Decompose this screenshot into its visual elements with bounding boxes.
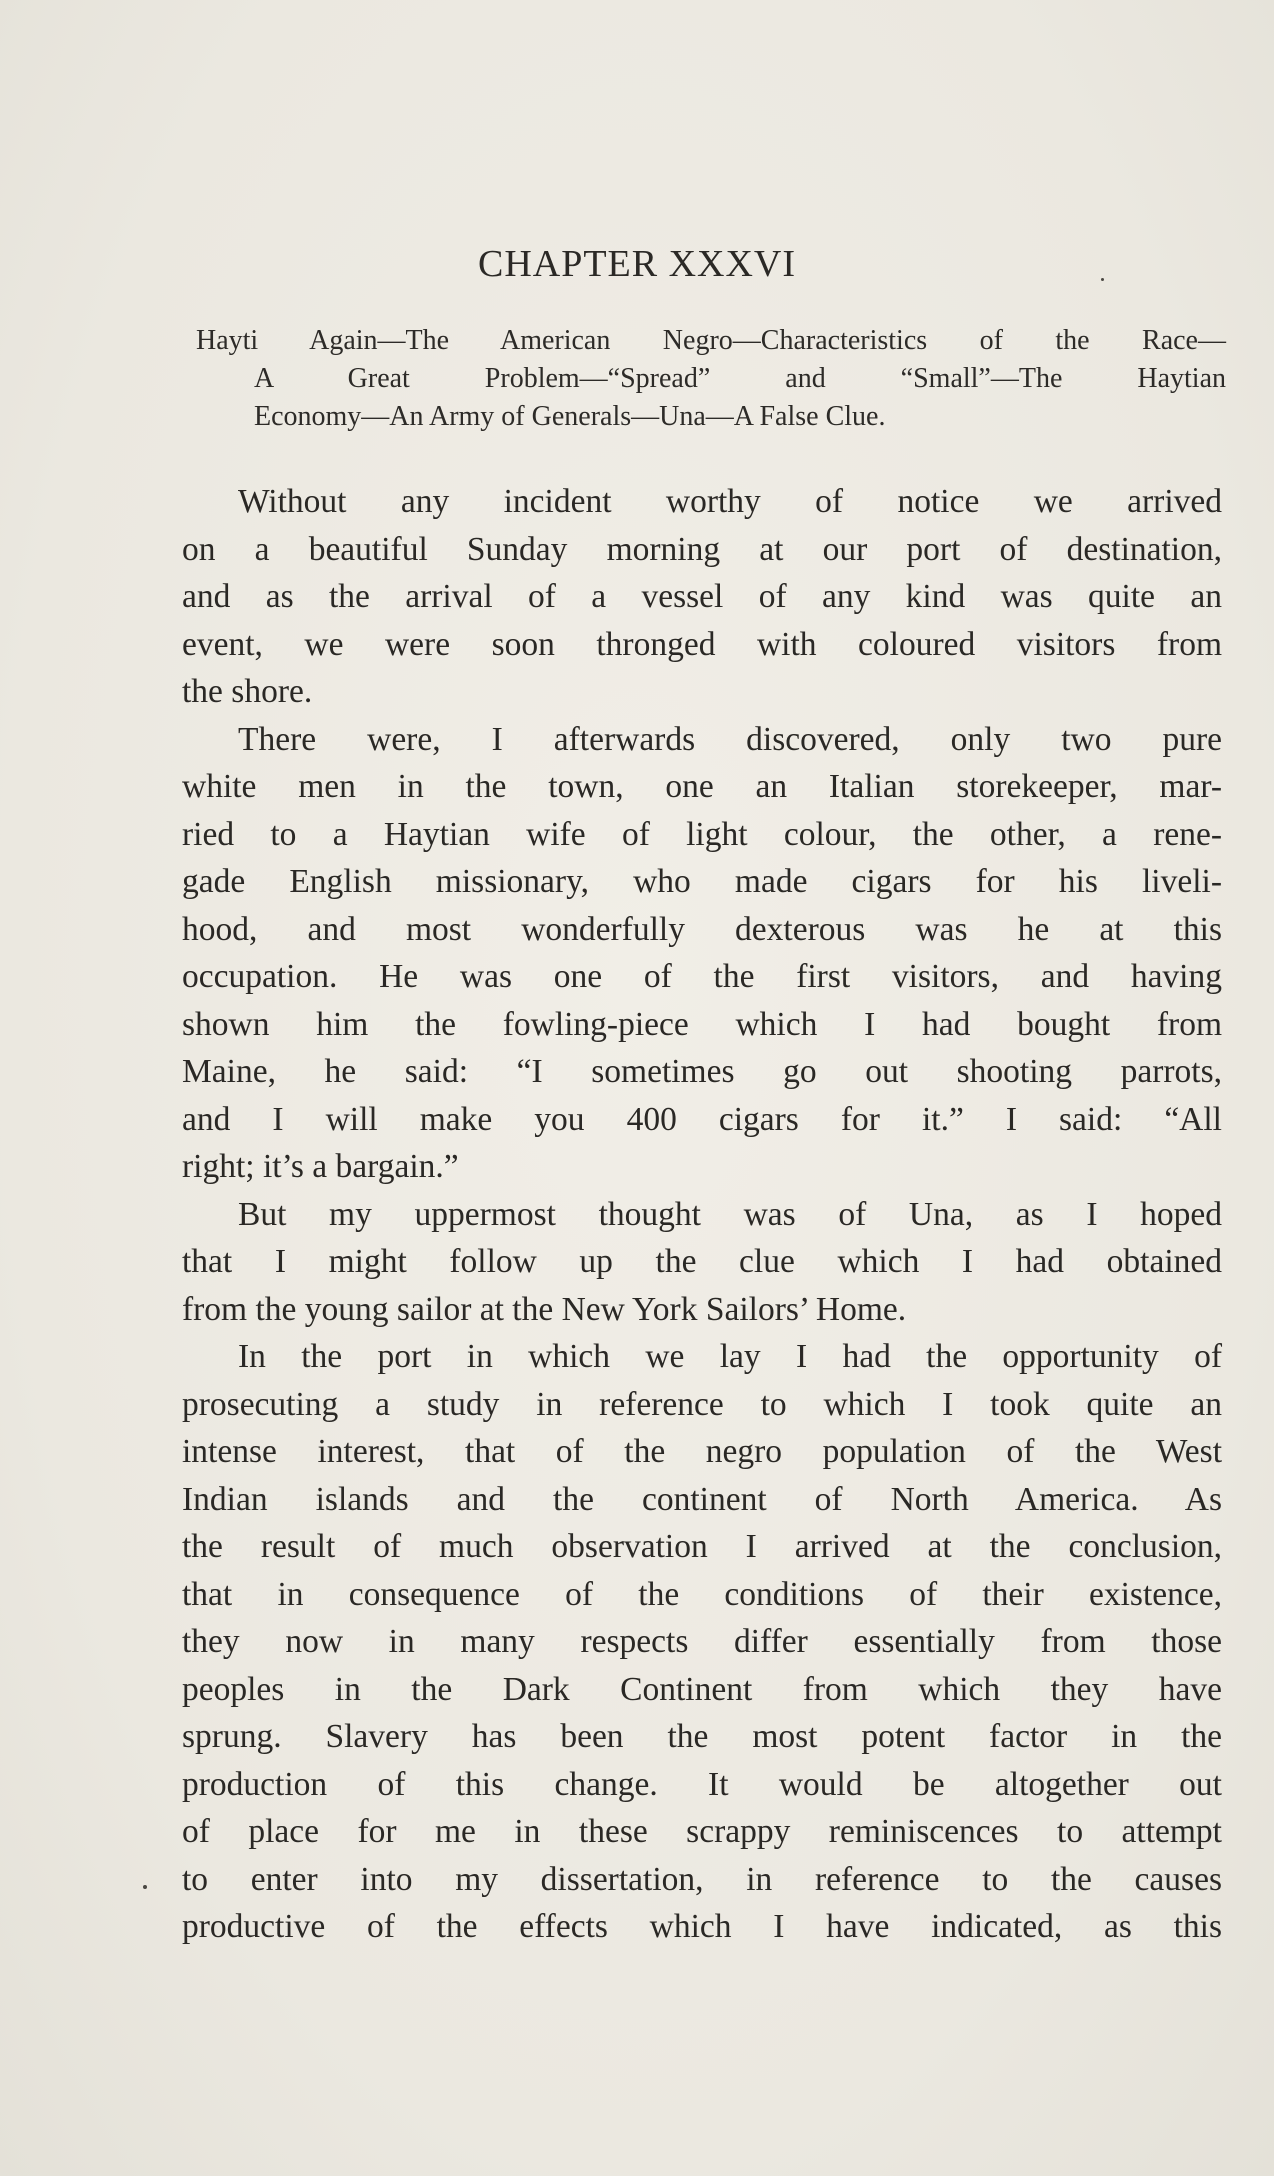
text-line: right; it’s a bargain.” (182, 1148, 459, 1185)
text-line: on a beautiful Sunday morning at our port of destination, (182, 530, 1222, 568)
chapter-synopsis (196, 322, 1226, 436)
text-line: ried to a Haytian wife of light colour, the other, a rene- (182, 815, 1222, 853)
text-line: from the young sailor at the New York Sailors’ Home. (182, 1290, 907, 1328)
text-line: they now in many respects differ essentially from those (182, 1623, 1222, 1660)
text-line: that in consequence of the conditions of their existence, (182, 1575, 1222, 1613)
text-line: production of this change. It would be altogether out (182, 1765, 1222, 1803)
paragraph (182, 478, 1222, 716)
paragraph (182, 1191, 1222, 1334)
text-line: intense interest, that of the negro population of the West (182, 1433, 1222, 1470)
synopsis-line: Economy—An Army of Generals—Una—A False Clue. (254, 401, 886, 432)
text-line: productive of the effects which I have indicated, as this (182, 1908, 1222, 1945)
text-line: sprung. Slavery has been the most potent factor in the (182, 1718, 1222, 1755)
paragraph (182, 1333, 1222, 1951)
synopsis-line: Hayti Again—The American Negro—Characteristics of the Race— (196, 325, 1226, 356)
synopsis-line: A Great Problem—“Spread” and “Small”—The Haytian (254, 363, 1226, 394)
text-line: prosecuting a study in reference to which I took quite an (182, 1385, 1222, 1423)
speck-mark (143, 1885, 147, 1889)
text-line: Without any incident worthy of notice we arrived (238, 483, 1222, 520)
text-line: hood, and most wonderfully dexterous was he at this (182, 910, 1222, 948)
text-line: to enter into my dissertation, in reference to the causes (182, 1860, 1222, 1898)
text-line: There were, I afterwards discovered, only two pure (238, 720, 1222, 758)
chapter-title: CHAPTER XXXVI (477, 243, 797, 285)
text-line: and I will make you 400 cigars for it.” I said: “All (182, 1100, 1222, 1138)
text-line: white men in the town, one an Italian storekeeper, mar- (182, 768, 1222, 805)
text-line: occupation. He was one of the first visitors, and having (182, 958, 1222, 995)
text-line: event, we were soon thronged with coloured visitors from (182, 625, 1222, 663)
text-line: Indian islands and the continent of North America. As (182, 1480, 1222, 1518)
text-line: Maine, he said: “I sometimes go out shooting parrots, (182, 1053, 1222, 1090)
text-line: of place for me in these scrappy reminiscences to attempt (182, 1813, 1222, 1850)
text-line: gade English missionary, who made cigars for his liveli- (182, 863, 1222, 900)
text-line: the shore. (182, 673, 313, 710)
speck-mark (1101, 278, 1104, 281)
show-through-text (180, 110, 1200, 156)
paragraph (182, 716, 1222, 1191)
text-line: shown him the fowling-piece which I had bought from (182, 1005, 1222, 1043)
text-line: that I might follow up the clue which I had obtained (182, 1243, 1222, 1280)
text-line: In the port in which we lay I had the opportunity of (238, 1338, 1222, 1375)
text-line: But my uppermost thought was of Una, as I hoped (238, 1195, 1222, 1233)
body-text (182, 478, 1222, 1951)
text-line: peoples in the Dark Continent from which they have (182, 1670, 1222, 1708)
text-line: the result of much observation I arrived at the conclusion, (182, 1528, 1222, 1565)
text-line: and as the arrival of a vessel of any kind was quite an (182, 578, 1222, 615)
